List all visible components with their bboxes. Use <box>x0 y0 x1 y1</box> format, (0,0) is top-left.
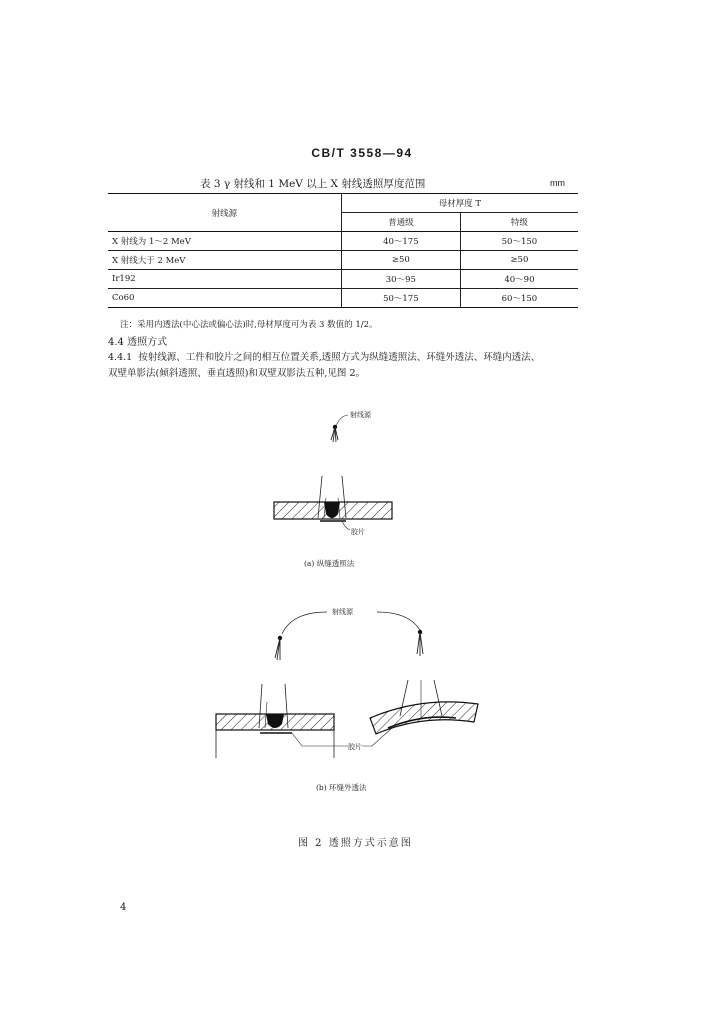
paragraph-4-4-1 <box>108 350 588 382</box>
radiation-source-icon <box>331 425 338 442</box>
col-header-thickness: 母材厚度 T <box>341 194 578 213</box>
label-film: 胶片 <box>351 528 365 536</box>
caption-a: (a) 纵缝透照法 <box>304 559 355 568</box>
source-leader <box>377 612 422 634</box>
cell-source: Ir192 <box>108 270 341 289</box>
radiation-source-icon <box>275 636 282 660</box>
film-leader <box>342 521 350 530</box>
cell-normal: 40～175 <box>341 232 460 251</box>
cell-special: 50～150 <box>460 232 578 251</box>
col-header-special: 特级 <box>460 213 578 232</box>
cell-source: X 射线大于 2 MeV <box>108 251 341 270</box>
cell-source: X 射线为 1～2 MeV <box>108 232 341 251</box>
label-source: 射线源 <box>350 411 371 419</box>
source-leader <box>336 415 348 426</box>
standard-header: CB/T 3558—94 <box>311 146 413 160</box>
section-heading: 4.4 透照方式 <box>108 337 168 348</box>
col-header-source: 射线源 <box>108 194 341 232</box>
col-header-normal: 普通级 <box>341 213 460 232</box>
para-number: 4.4.1 <box>108 352 133 363</box>
cell-normal: 30～95 <box>341 270 460 289</box>
table-title: 表 3 γ 射线和 1 MeV 以上 X 射线透照厚度范围 <box>200 178 426 190</box>
figure-a-diagram <box>262 400 412 575</box>
table-row <box>108 232 578 251</box>
cell-special: 40～90 <box>460 270 578 289</box>
table-row <box>108 270 578 289</box>
caption-b: (b) 环缝外透法 <box>316 783 367 792</box>
table-row <box>108 289 578 308</box>
cell-normal: 50～175 <box>341 289 460 308</box>
para-line-1: 按射线源、工件和胶片之间的相互位置关系,透照方式为纵缝透照法、环缝外透法、环缝内透法、 <box>138 352 541 363</box>
thickness-table <box>108 193 578 308</box>
para-line-2: 双壁单影法(倾斜透照、垂直透照)和双壁双影法五种,见图 2。 <box>108 368 365 379</box>
cell-special: ≥50 <box>460 251 578 270</box>
cell-special: 60～150 <box>460 289 578 308</box>
film-leader <box>292 733 348 746</box>
table-row <box>108 251 578 270</box>
label-film: 胶片 <box>348 743 362 751</box>
label-source: 射线源 <box>332 608 353 616</box>
table-unit: mm <box>550 178 565 188</box>
page-number: 4 <box>120 902 127 913</box>
cell-normal: ≥50 <box>341 251 460 270</box>
source-leader <box>282 612 327 634</box>
figure-b-diagram <box>212 600 492 800</box>
cell-source: Co60 <box>108 289 341 308</box>
figure-title: 图 2 透照方式示意图 <box>298 838 413 849</box>
table-note: 注：采用内透法(中心法或偏心法)时,母材厚度可为表 3 数值的 1/2。 <box>120 320 378 330</box>
